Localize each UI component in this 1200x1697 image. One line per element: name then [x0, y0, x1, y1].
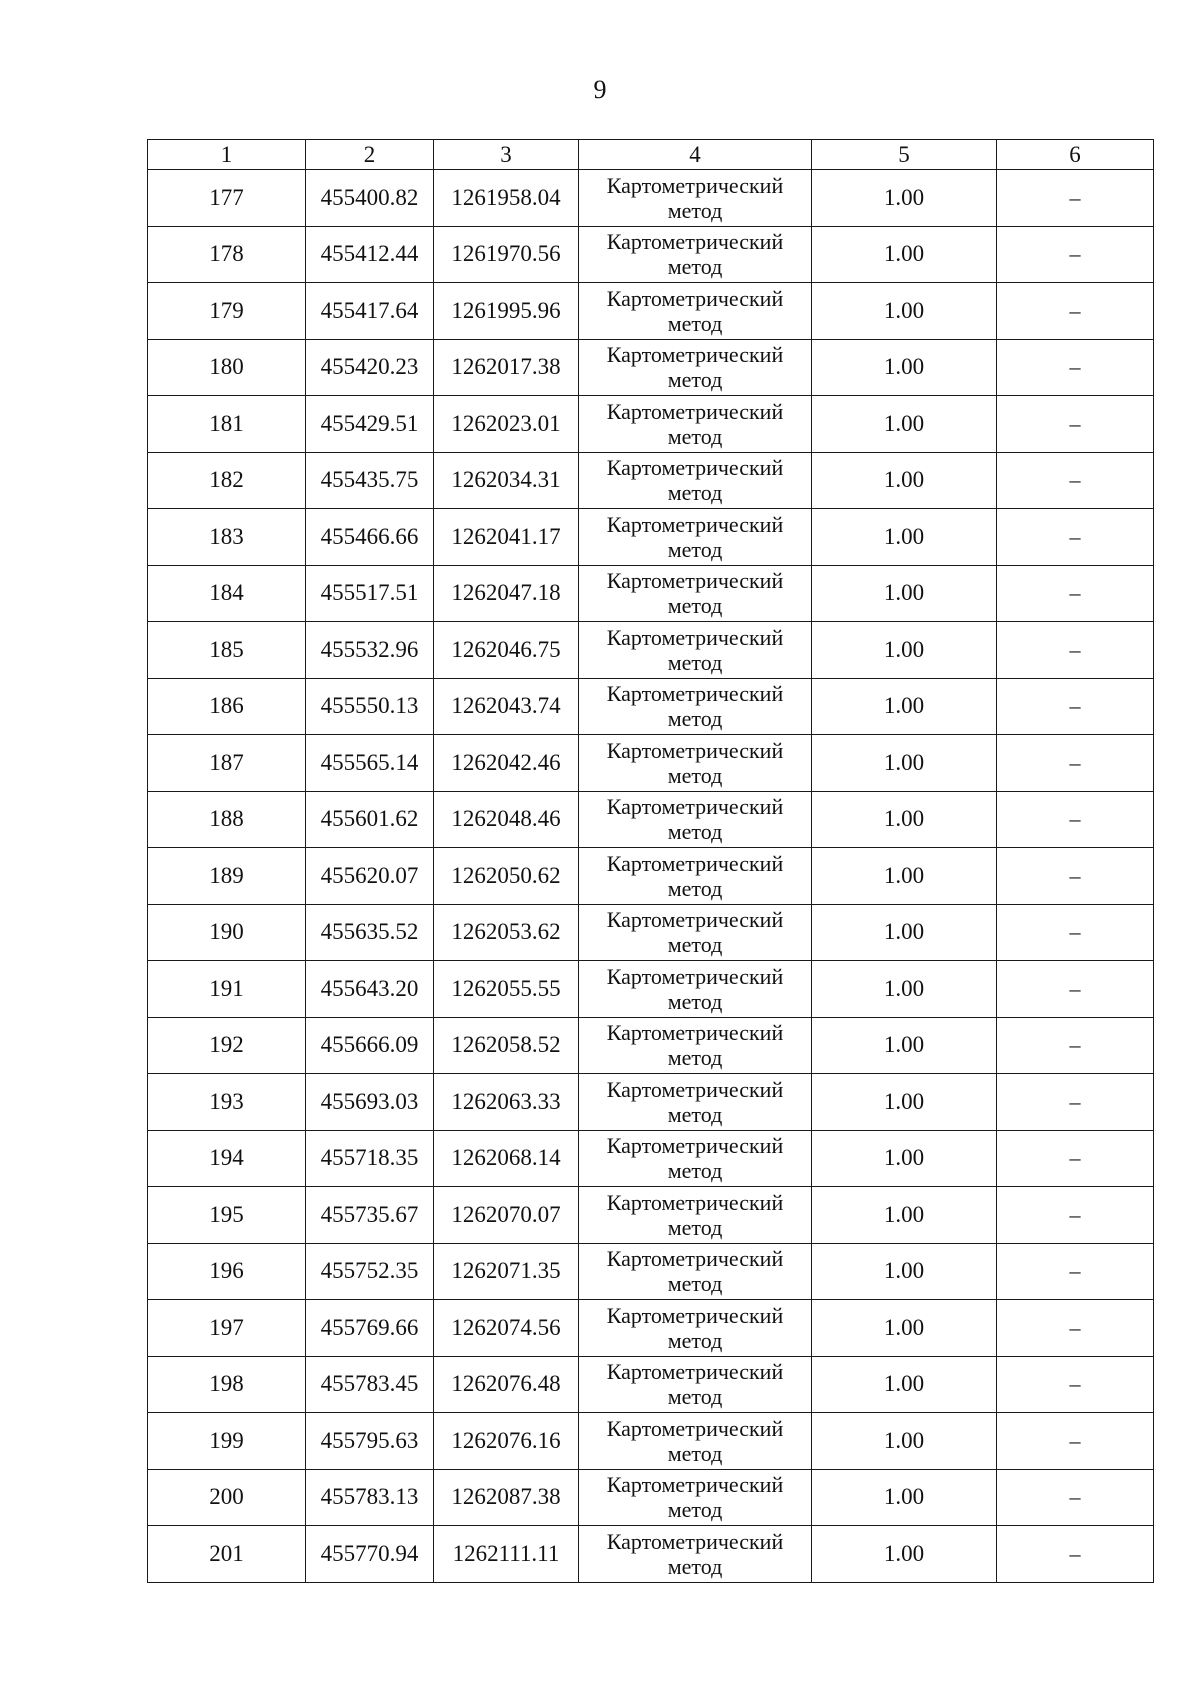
note-cell: –: [997, 1187, 1154, 1244]
x-coordinate-cell: 455435.75: [306, 452, 434, 509]
x-coordinate-cell: 455400.82: [306, 170, 434, 227]
x-coordinate-cell: 455783.13: [306, 1469, 434, 1526]
method-cell: Картометрический метод: [579, 678, 812, 735]
point-number-cell: 184: [148, 565, 306, 622]
method-cell: Картометрический метод: [579, 1243, 812, 1300]
accuracy-cell: 1.00: [812, 1017, 997, 1074]
method-cell: Картометрический метод: [579, 961, 812, 1018]
y-coordinate-cell: 1262055.55: [434, 961, 579, 1018]
accuracy-cell: 1.00: [812, 961, 997, 1018]
table-row: [148, 339, 1154, 396]
x-coordinate-cell: 455693.03: [306, 1074, 434, 1131]
point-number-cell: 191: [148, 961, 306, 1018]
table-row: [148, 1356, 1154, 1413]
method-cell: Картометрический метод: [579, 622, 812, 679]
point-number-cell: 183: [148, 509, 306, 566]
note-cell: –: [997, 961, 1154, 1018]
method-cell: Картометрический метод: [579, 1469, 812, 1526]
y-coordinate-cell: 1262047.18: [434, 565, 579, 622]
method-cell: Картометрический метод: [579, 791, 812, 848]
accuracy-cell: 1.00: [812, 339, 997, 396]
note-cell: –: [997, 339, 1154, 396]
accuracy-cell: 1.00: [812, 1526, 997, 1583]
table-row: [148, 1526, 1154, 1583]
x-coordinate-cell: 455620.07: [306, 848, 434, 905]
table-row: [148, 791, 1154, 848]
accuracy-cell: 1.00: [812, 735, 997, 792]
note-cell: –: [997, 678, 1154, 735]
point-number-cell: 196: [148, 1243, 306, 1300]
table-row: [148, 1074, 1154, 1131]
x-coordinate-cell: 455417.64: [306, 283, 434, 340]
y-coordinate-cell: 1262076.16: [434, 1413, 579, 1470]
y-coordinate-cell: 1261995.96: [434, 283, 579, 340]
table-row: [148, 678, 1154, 735]
note-cell: –: [997, 1074, 1154, 1131]
point-number-cell: 195: [148, 1187, 306, 1244]
x-coordinate-cell: 455769.66: [306, 1300, 434, 1357]
note-cell: –: [997, 622, 1154, 679]
x-coordinate-cell: 455420.23: [306, 339, 434, 396]
column-header: 1: [148, 140, 306, 170]
point-number-cell: 187: [148, 735, 306, 792]
accuracy-cell: 1.00: [812, 1300, 997, 1357]
note-cell: –: [997, 565, 1154, 622]
accuracy-cell: 1.00: [812, 678, 997, 735]
note-cell: –: [997, 1469, 1154, 1526]
method-cell: Картометрический метод: [579, 1187, 812, 1244]
table-body: [148, 170, 1154, 1583]
note-cell: –: [997, 904, 1154, 961]
note-cell: –: [997, 848, 1154, 905]
y-coordinate-cell: 1262070.07: [434, 1187, 579, 1244]
y-coordinate-cell: 1262058.52: [434, 1017, 579, 1074]
method-cell: Картометрический метод: [579, 509, 812, 566]
accuracy-cell: 1.00: [812, 622, 997, 679]
point-number-cell: 182: [148, 452, 306, 509]
table-row: [148, 1187, 1154, 1244]
x-coordinate-cell: 455752.35: [306, 1243, 434, 1300]
x-coordinate-cell: 455429.51: [306, 396, 434, 453]
method-cell: Картометрический метод: [579, 1413, 812, 1470]
note-cell: –: [997, 1017, 1154, 1074]
x-coordinate-cell: 455601.62: [306, 791, 434, 848]
x-coordinate-cell: 455550.13: [306, 678, 434, 735]
note-cell: –: [997, 452, 1154, 509]
table-row: [148, 848, 1154, 905]
method-cell: Картометрический метод: [579, 848, 812, 905]
note-cell: –: [997, 1413, 1154, 1470]
y-coordinate-cell: 1262053.62: [434, 904, 579, 961]
note-cell: –: [997, 283, 1154, 340]
note-cell: –: [997, 509, 1154, 566]
point-number-cell: 193: [148, 1074, 306, 1131]
accuracy-cell: 1.00: [812, 170, 997, 227]
note-cell: –: [997, 1243, 1154, 1300]
y-coordinate-cell: 1262111.11: [434, 1526, 579, 1583]
accuracy-cell: 1.00: [812, 1074, 997, 1131]
y-coordinate-cell: 1262076.48: [434, 1356, 579, 1413]
table-row: [148, 1300, 1154, 1357]
point-number-cell: 198: [148, 1356, 306, 1413]
y-coordinate-cell: 1262046.75: [434, 622, 579, 679]
point-number-cell: 177: [148, 170, 306, 227]
point-number-cell: 201: [148, 1526, 306, 1583]
accuracy-cell: 1.00: [812, 904, 997, 961]
method-cell: Картометрический метод: [579, 452, 812, 509]
x-coordinate-cell: 455783.45: [306, 1356, 434, 1413]
y-coordinate-cell: 1262068.14: [434, 1130, 579, 1187]
y-coordinate-cell: 1262034.31: [434, 452, 579, 509]
table-row: [148, 509, 1154, 566]
x-coordinate-cell: 455770.94: [306, 1526, 434, 1583]
note-cell: –: [997, 226, 1154, 283]
method-cell: Картометрический метод: [579, 1130, 812, 1187]
x-coordinate-cell: 455643.20: [306, 961, 434, 1018]
y-coordinate-cell: 1262042.46: [434, 735, 579, 792]
table-row: [148, 1243, 1154, 1300]
point-number-cell: 192: [148, 1017, 306, 1074]
accuracy-cell: 1.00: [812, 452, 997, 509]
table-row: [148, 622, 1154, 679]
accuracy-cell: 1.00: [812, 1243, 997, 1300]
note-cell: –: [997, 791, 1154, 848]
point-number-cell: 178: [148, 226, 306, 283]
table-row: [148, 226, 1154, 283]
page-number: 9: [593, 75, 607, 104]
y-coordinate-cell: 1262074.56: [434, 1300, 579, 1357]
accuracy-cell: 1.00: [812, 848, 997, 905]
table-row: [148, 565, 1154, 622]
table-row: [148, 735, 1154, 792]
point-number-cell: 185: [148, 622, 306, 679]
x-coordinate-cell: 455517.51: [306, 565, 434, 622]
accuracy-cell: 1.00: [812, 791, 997, 848]
y-coordinate-cell: 1261958.04: [434, 170, 579, 227]
point-number-cell: 186: [148, 678, 306, 735]
column-header: 5: [812, 140, 997, 170]
accuracy-cell: 1.00: [812, 226, 997, 283]
point-number-cell: 180: [148, 339, 306, 396]
method-cell: Картометрический метод: [579, 1017, 812, 1074]
accuracy-cell: 1.00: [812, 1187, 997, 1244]
y-coordinate-cell: 1262063.33: [434, 1074, 579, 1131]
method-cell: Картометрический метод: [579, 283, 812, 340]
note-cell: –: [997, 170, 1154, 227]
accuracy-cell: 1.00: [812, 1356, 997, 1413]
column-header: 6: [997, 140, 1154, 170]
y-coordinate-cell: 1262041.17: [434, 509, 579, 566]
point-number-cell: 197: [148, 1300, 306, 1357]
x-coordinate-cell: 455666.09: [306, 1017, 434, 1074]
point-number-cell: 181: [148, 396, 306, 453]
point-number-cell: 179: [148, 283, 306, 340]
point-number-cell: 189: [148, 848, 306, 905]
table-row: [148, 170, 1154, 227]
accuracy-cell: 1.00: [812, 1413, 997, 1470]
x-coordinate-cell: 455466.66: [306, 509, 434, 566]
note-cell: –: [997, 1300, 1154, 1357]
table-row: [148, 283, 1154, 340]
x-coordinate-cell: 455718.35: [306, 1130, 434, 1187]
table-row: [148, 1413, 1154, 1470]
y-coordinate-cell: 1262048.46: [434, 791, 579, 848]
table-row: [148, 904, 1154, 961]
method-cell: Картометрический метод: [579, 565, 812, 622]
method-cell: Картометрический метод: [579, 339, 812, 396]
table-header: [148, 140, 1154, 170]
y-coordinate-cell: 1262023.01: [434, 396, 579, 453]
method-cell: Картометрический метод: [579, 735, 812, 792]
method-cell: Картометрический метод: [579, 1300, 812, 1357]
table-row: [148, 1017, 1154, 1074]
column-header: 3: [434, 140, 579, 170]
x-coordinate-cell: 455635.52: [306, 904, 434, 961]
note-cell: –: [997, 735, 1154, 792]
point-number-cell: 194: [148, 1130, 306, 1187]
note-cell: –: [997, 396, 1154, 453]
y-coordinate-cell: 1262043.74: [434, 678, 579, 735]
coordinates-table: [147, 139, 1154, 1583]
point-number-cell: 200: [148, 1469, 306, 1526]
x-coordinate-cell: 455735.67: [306, 1187, 434, 1244]
x-coordinate-cell: 455532.96: [306, 622, 434, 679]
accuracy-cell: 1.00: [812, 509, 997, 566]
accuracy-cell: 1.00: [812, 283, 997, 340]
column-header: 2: [306, 140, 434, 170]
table-row: [148, 961, 1154, 1018]
y-coordinate-cell: 1262050.62: [434, 848, 579, 905]
method-cell: Картометрический метод: [579, 1526, 812, 1583]
y-coordinate-cell: 1261970.56: [434, 226, 579, 283]
point-number-cell: 190: [148, 904, 306, 961]
table-row: [148, 452, 1154, 509]
note-cell: –: [997, 1526, 1154, 1583]
y-coordinate-cell: 1262071.35: [434, 1243, 579, 1300]
note-cell: –: [997, 1130, 1154, 1187]
method-cell: Картометрический метод: [579, 904, 812, 961]
method-cell: Картометрический метод: [579, 170, 812, 227]
y-coordinate-cell: 1262087.38: [434, 1469, 579, 1526]
method-cell: Картометрический метод: [579, 226, 812, 283]
point-number-cell: 199: [148, 1413, 306, 1470]
x-coordinate-cell: 455795.63: [306, 1413, 434, 1470]
accuracy-cell: 1.00: [812, 396, 997, 453]
note-cell: –: [997, 1356, 1154, 1413]
header-row: [148, 140, 1154, 170]
method-cell: Картометрический метод: [579, 1074, 812, 1131]
x-coordinate-cell: 455565.14: [306, 735, 434, 792]
method-cell: Картометрический метод: [579, 1356, 812, 1413]
accuracy-cell: 1.00: [812, 1130, 997, 1187]
accuracy-cell: 1.00: [812, 1469, 997, 1526]
y-coordinate-cell: 1262017.38: [434, 339, 579, 396]
table-row: [148, 1130, 1154, 1187]
accuracy-cell: 1.00: [812, 565, 997, 622]
column-header: 4: [579, 140, 812, 170]
method-cell: Картометрический метод: [579, 396, 812, 453]
table-row: [148, 1469, 1154, 1526]
x-coordinate-cell: 455412.44: [306, 226, 434, 283]
table-row: [148, 396, 1154, 453]
point-number-cell: 188: [148, 791, 306, 848]
